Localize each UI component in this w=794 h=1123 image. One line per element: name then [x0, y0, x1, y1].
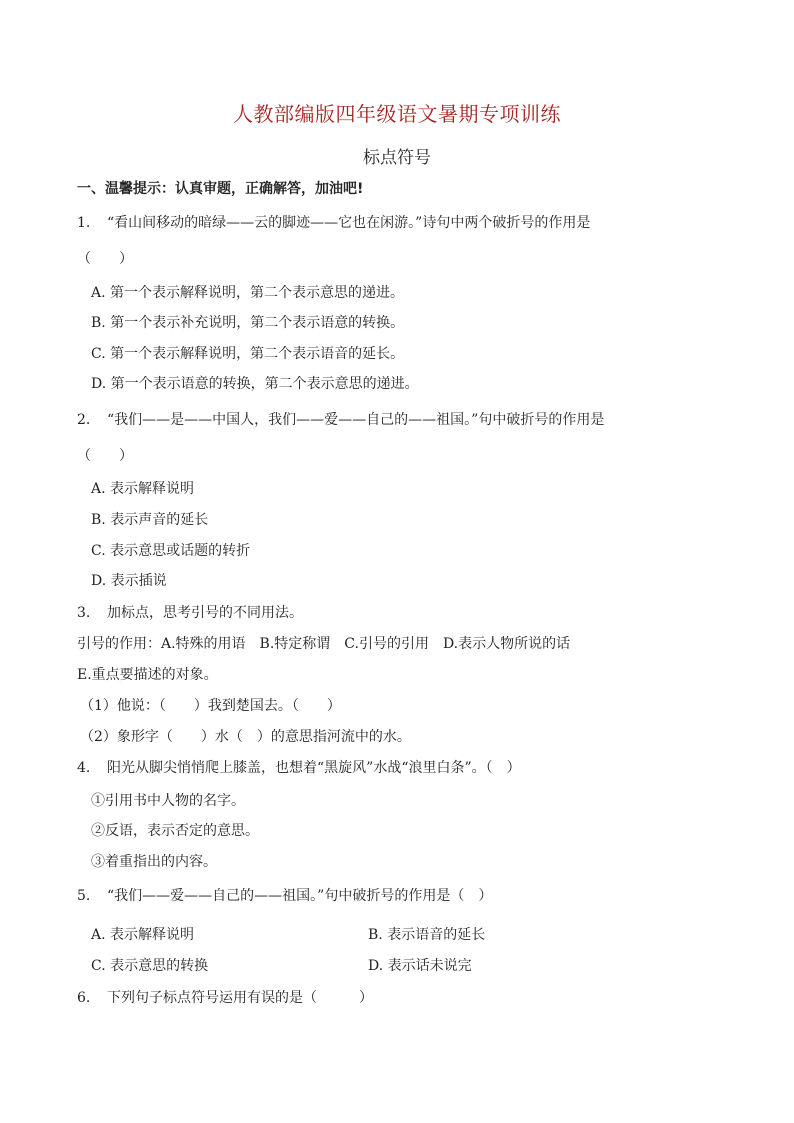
page-title: 人教部编版四年级语文暑期专项训练 [233, 102, 561, 126]
question-number: 6. [77, 990, 91, 1006]
option-a: A. 表示解释说明 [91, 927, 195, 943]
question-3 [77, 603, 303, 623]
answer-paren: （ ） [77, 448, 133, 464]
option-c: C. 第一个表示解释说明，第二个表示语音的延长。 [91, 346, 405, 362]
option-c: C. 表示意思或话题的转折 [91, 543, 251, 559]
question-5 [77, 886, 492, 906]
option-a: A. 第一个表示解释说明，第二个表示意思的递进。 [91, 285, 405, 301]
question-number: 5. [77, 888, 91, 904]
question-text: “我们——是——中国人，我们——爱——自己的——祖国。”句中破折号的作用是 [107, 412, 605, 428]
question-text: “看山间移动的暗绿——云的脚迹——它也在闲游。”诗句中两个破折号的作用是 [107, 215, 591, 231]
question-text: 加标点，思考引号的不同用法。 [107, 605, 303, 621]
page-subtitle: 标点符号 [363, 148, 431, 168]
sub-item-2: （2）象形字（ ）水（ ）的意思指河流中的水。 [80, 729, 411, 745]
option-b: B. 表示语音的延长 [368, 927, 486, 943]
option-2: ②反语，表示否定的意思。 [91, 823, 259, 839]
question-1 [77, 213, 590, 233]
quote-usage-line: E.重点要描述的对象。 [77, 667, 218, 683]
question-text: 下列句子标点符号运用有误的是（ ） [107, 990, 373, 1006]
question-number: 3. [77, 605, 91, 621]
question-2 [77, 410, 604, 430]
option-b: B. 表示声音的延长 [91, 512, 209, 528]
option-a: A. 表示解释说明 [91, 481, 195, 497]
question-6 [77, 988, 373, 1008]
answer-paren: （ ） [77, 251, 133, 267]
sub-item-1: （1）他说：（ ）我到楚国去。（ ） [80, 698, 341, 714]
option-b: B. 第一个表示补充说明，第二个表示语意的转换。 [91, 315, 405, 331]
option-3: ③着重指出的内容。 [91, 854, 217, 870]
question-number: 2. [77, 412, 91, 428]
question-text: “我们——爱——自己的——祖国。”句中破折号的作用是（ ） [107, 888, 493, 904]
option-d: D. 第一个表示语意的转换，第二个表示意思的递进。 [91, 376, 419, 392]
option-d: D. 表示插说 [91, 573, 167, 589]
option-d: D. 表示话未说完 [368, 958, 472, 974]
question-number: 4. [77, 760, 91, 776]
question-number: 1. [77, 215, 91, 231]
option-c: C. 表示意思的转换 [91, 958, 209, 974]
section-heading: 一、温馨提示：认真审题，正确解答，加油吧! [77, 181, 364, 197]
option-1: ①引用书中人物的名字。 [91, 793, 245, 809]
quote-usage-line: 引号的作用：A.特殊的用语 B.特定称谓 C.引号的引用 D.表示人物所说的话 [77, 636, 571, 652]
question-text: 阳光从脚尖悄悄爬上膝盖，也想着“黑旋风”水战“浪里白条”。（ ） [107, 760, 521, 776]
question-4 [77, 758, 521, 778]
